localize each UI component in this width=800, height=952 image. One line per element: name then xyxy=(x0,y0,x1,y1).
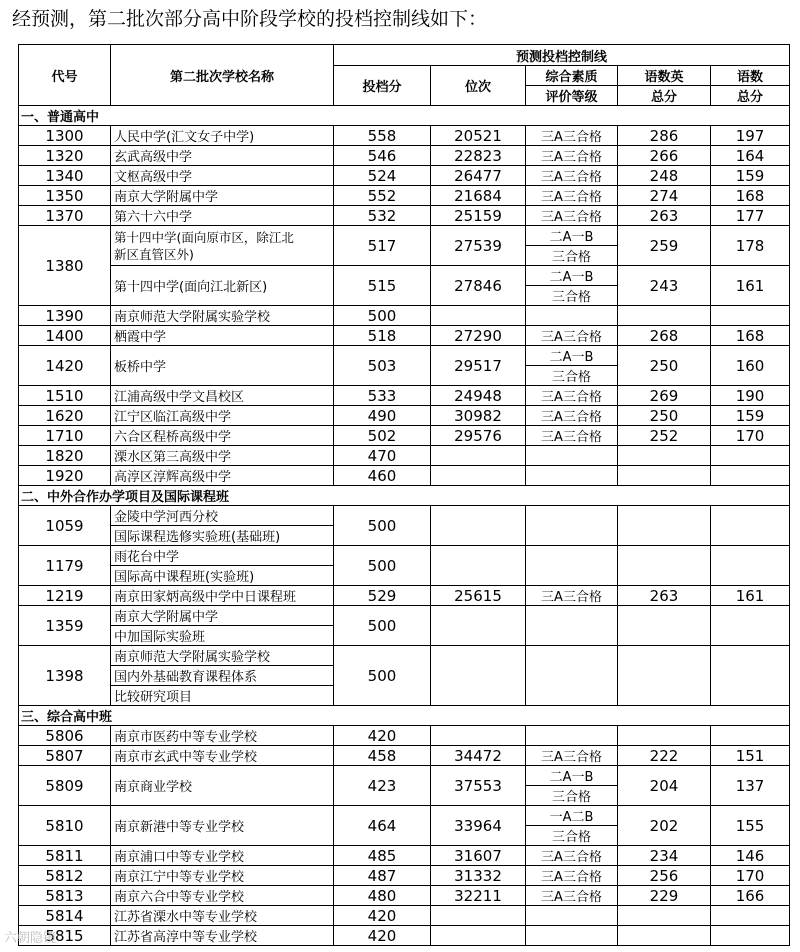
header-yse-2: 总分 xyxy=(618,86,711,106)
watermark-text: 六朝隐镜 xyxy=(4,931,57,946)
score: 500 xyxy=(334,606,431,646)
table-row xyxy=(19,146,790,166)
score: 470 xyxy=(334,446,431,466)
rank xyxy=(431,506,526,546)
yse-total: 250 xyxy=(618,406,711,426)
school-code: 1059 xyxy=(19,506,111,546)
rank: 24948 xyxy=(431,386,526,406)
yse-total: 250 xyxy=(618,346,711,386)
header-quality-1: 综合素质 xyxy=(526,66,618,86)
school-name: 江苏省高淳中等专业学校 xyxy=(111,926,334,946)
school-name-line: 比较研究项目 xyxy=(111,686,334,706)
ys-total: 159 xyxy=(711,166,790,186)
score: 502 xyxy=(334,426,431,446)
yse-total: 266 xyxy=(618,146,711,166)
rank: 33964 xyxy=(431,806,526,846)
school-code: 5810 xyxy=(19,806,111,846)
yse-total xyxy=(618,466,711,486)
school-code: 5812 xyxy=(19,866,111,886)
yse-total xyxy=(618,306,711,326)
school-name-line: 国际课程选修实验班(基础班) xyxy=(111,526,334,546)
ys-total: 137 xyxy=(711,766,790,806)
yse-total xyxy=(618,646,711,706)
score: 533 xyxy=(334,386,431,406)
school-code: 1710 xyxy=(19,426,111,446)
ys-total: 155 xyxy=(711,806,790,846)
table-row xyxy=(19,206,790,226)
table-row xyxy=(19,746,790,766)
school-name: 南京田家炳高级中学中日课程班 xyxy=(111,586,334,606)
score: 558 xyxy=(334,126,431,146)
table-row xyxy=(19,906,790,926)
header-score: 投档分 xyxy=(334,66,431,106)
yse-total: 263 xyxy=(618,206,711,226)
quality-level xyxy=(526,306,618,326)
school-name: 栖霞中学 xyxy=(111,326,334,346)
table-row xyxy=(19,126,790,146)
ys-total xyxy=(711,726,790,746)
school-name-line: 雨花台中学 xyxy=(111,546,334,566)
quality-level: 三A三合格 xyxy=(526,166,618,186)
school-code: 1350 xyxy=(19,186,111,206)
school-code: 1620 xyxy=(19,406,111,426)
school-name: 人民中学(汇文女子中学) xyxy=(111,126,334,146)
rank: 30982 xyxy=(431,406,526,426)
quality-level: 三A三合格 xyxy=(526,126,618,146)
ys-total: 170 xyxy=(711,426,790,446)
table-row xyxy=(19,886,790,906)
score: 460 xyxy=(334,466,431,486)
school-name-line: 南京大学附属中学 xyxy=(111,606,334,626)
yse-total xyxy=(618,546,711,586)
score: 500 xyxy=(334,646,431,706)
ys-total: 166 xyxy=(711,886,790,906)
header-quality-2: 评价等级 xyxy=(526,86,618,106)
score: 420 xyxy=(334,726,431,746)
yse-total xyxy=(618,926,711,946)
yse-total: 268 xyxy=(618,326,711,346)
quality-level: 三A三合格 xyxy=(526,746,618,766)
header-yse-1: 语数英 xyxy=(618,66,711,86)
school-name-line: 中加国际实验班 xyxy=(111,626,334,646)
school-name: 江苏省溧水中等专业学校 xyxy=(111,906,334,926)
school-name: 高淳区淳辉高级中学 xyxy=(111,466,334,486)
school-code: 5811 xyxy=(19,846,111,866)
table-row xyxy=(19,166,790,186)
score: 500 xyxy=(334,306,431,326)
school-code: 5815 xyxy=(19,926,111,946)
quality-level-line-1: 二A一B xyxy=(526,266,618,286)
table-row xyxy=(19,446,790,466)
school-name: 板桥中学 xyxy=(111,346,334,386)
school-code: 1400 xyxy=(19,326,111,346)
school-name-line: 第十四中学(面向原市区，除江北 xyxy=(114,229,294,245)
table-row xyxy=(19,326,790,346)
yse-total xyxy=(618,446,711,466)
ys-total: 168 xyxy=(711,326,790,346)
quality-level xyxy=(526,906,618,926)
school-code: 1320 xyxy=(19,146,111,166)
header-group: 预测投档控制线 xyxy=(334,45,790,66)
quality-level xyxy=(526,926,618,946)
rank: 27539 xyxy=(431,226,526,266)
header-name: 第二批次学校名称 xyxy=(111,45,334,106)
school-code: 5813 xyxy=(19,886,111,906)
table-row xyxy=(19,806,790,826)
rank: 31607 xyxy=(431,846,526,866)
rank: 32211 xyxy=(431,886,526,906)
table-row xyxy=(19,726,790,746)
ys-total: 178 xyxy=(711,226,790,266)
ys-total: 151 xyxy=(711,746,790,766)
quality-level-line-1: 二A一B xyxy=(526,346,618,366)
yse-total: 274 xyxy=(618,186,711,206)
rank xyxy=(431,546,526,586)
quality-level: 三A三合格 xyxy=(526,846,618,866)
school-name: 溧水区第三高级中学 xyxy=(111,446,334,466)
rank xyxy=(431,646,526,706)
ys-total: 164 xyxy=(711,146,790,166)
rank xyxy=(431,906,526,926)
school-code: 1340 xyxy=(19,166,111,186)
yse-total: 229 xyxy=(618,886,711,906)
ys-total xyxy=(711,546,790,586)
yse-total: 263 xyxy=(618,586,711,606)
rank xyxy=(431,466,526,486)
quality-level-line-1: 二A一B xyxy=(526,766,618,786)
ys-total: 161 xyxy=(711,586,790,606)
rank: 27846 xyxy=(431,266,526,306)
ys-total: 160 xyxy=(711,346,790,386)
yse-total: 259 xyxy=(618,226,711,266)
score: 515 xyxy=(334,266,431,306)
table-row xyxy=(19,546,790,566)
table-row xyxy=(19,846,790,866)
rank xyxy=(431,726,526,746)
school-code: 1179 xyxy=(19,546,111,586)
yse-total xyxy=(618,606,711,646)
rank: 25615 xyxy=(431,586,526,606)
ys-total: 159 xyxy=(711,406,790,426)
score: 480 xyxy=(334,886,431,906)
table-row xyxy=(19,266,790,286)
ys-total: 170 xyxy=(711,866,790,886)
yse-total: 202 xyxy=(618,806,711,846)
school-name: 南京大学附属中学 xyxy=(111,186,334,206)
score: 485 xyxy=(334,846,431,866)
ys-total: 161 xyxy=(711,266,790,306)
rank xyxy=(431,446,526,466)
ys-total xyxy=(711,446,790,466)
table-row xyxy=(19,406,790,426)
section-row xyxy=(19,706,790,726)
ys-total: 190 xyxy=(711,386,790,406)
quality-level xyxy=(526,446,618,466)
section-title: 一、普通高中 xyxy=(19,106,790,126)
rank: 34472 xyxy=(431,746,526,766)
score: 503 xyxy=(334,346,431,386)
school-name: 南京江宁中等专业学校 xyxy=(111,866,334,886)
section-title: 三、综合高中班 xyxy=(19,706,790,726)
score: 529 xyxy=(334,586,431,606)
yse-total: 243 xyxy=(618,266,711,306)
score: 420 xyxy=(334,906,431,926)
yse-total: 286 xyxy=(618,126,711,146)
yse-total xyxy=(618,506,711,546)
yse-total xyxy=(618,906,711,926)
rank: 22823 xyxy=(431,146,526,166)
ys-total xyxy=(711,306,790,326)
quality-level: 三A三合格 xyxy=(526,186,618,206)
table-row xyxy=(19,386,790,406)
quality-level: 三A三合格 xyxy=(526,586,618,606)
section-row xyxy=(19,106,790,126)
school-code: 1510 xyxy=(19,386,111,406)
score: 518 xyxy=(334,326,431,346)
quality-level-line-2: 三合格 xyxy=(526,786,618,806)
quality-level-line-2: 三合格 xyxy=(526,826,618,846)
table-row xyxy=(19,346,790,366)
yse-total: 204 xyxy=(618,766,711,806)
rank: 27290 xyxy=(431,326,526,346)
rank xyxy=(431,926,526,946)
school-code: 1390 xyxy=(19,306,111,326)
quality-level: 三A三合格 xyxy=(526,886,618,906)
school-code: 1219 xyxy=(19,586,111,606)
score: 500 xyxy=(334,506,431,546)
ys-total xyxy=(711,646,790,706)
table-row xyxy=(19,766,790,786)
rank: 31332 xyxy=(431,866,526,886)
score: 532 xyxy=(334,206,431,226)
header-ys-1: 语数 xyxy=(711,66,790,86)
school-name: 江浦高级中学文昌校区 xyxy=(111,386,334,406)
school-code: 1920 xyxy=(19,466,111,486)
score-table xyxy=(18,44,790,946)
rank: 26477 xyxy=(431,166,526,186)
yse-total: 269 xyxy=(618,386,711,406)
quality-level-line-1: 一A二B xyxy=(526,806,618,826)
rank: 25159 xyxy=(431,206,526,226)
rank: 21684 xyxy=(431,186,526,206)
score: 420 xyxy=(334,926,431,946)
school-code: 1398 xyxy=(19,646,111,706)
quality-level-line-2: 三合格 xyxy=(526,366,618,386)
school-name-line: 新区直管区外) xyxy=(114,246,194,262)
table-row xyxy=(19,926,790,946)
header-code: 代号 xyxy=(19,45,111,106)
score: 423 xyxy=(334,766,431,806)
school-name: 南京商业学校 xyxy=(111,766,334,806)
school-name: 第十四中学(面向江北新区) xyxy=(111,266,334,306)
yse-total: 234 xyxy=(618,846,711,866)
yse-total: 252 xyxy=(618,426,711,446)
table-row xyxy=(19,426,790,446)
header-rank: 位次 xyxy=(431,66,526,106)
ys-total: 177 xyxy=(711,206,790,226)
rank: 37553 xyxy=(431,766,526,806)
school-code: 1420 xyxy=(19,346,111,386)
ys-total xyxy=(711,906,790,926)
quality-level: 三A三合格 xyxy=(526,386,618,406)
school-name: 南京浦口中等专业学校 xyxy=(111,846,334,866)
school-name: 六合区程桥高级中学 xyxy=(111,426,334,446)
school-name: 南京六合中等专业学校 xyxy=(111,886,334,906)
school-code: 5807 xyxy=(19,746,111,766)
table-row xyxy=(19,606,790,626)
school-name-line: 金陵中学河西分校 xyxy=(111,506,334,526)
rank xyxy=(431,306,526,326)
school-name-line: 国内外基础教育课程体系 xyxy=(111,666,334,686)
quality-level xyxy=(526,466,618,486)
score: 500 xyxy=(334,546,431,586)
rank: 20521 xyxy=(431,126,526,146)
ys-total xyxy=(711,506,790,546)
score: 458 xyxy=(334,746,431,766)
table-row xyxy=(19,186,790,206)
school-code: 1380 xyxy=(19,226,111,306)
quality-level xyxy=(526,646,618,706)
rank: 29517 xyxy=(431,346,526,386)
table-row xyxy=(19,226,790,246)
school-name: 南京市医药中等专业学校 xyxy=(111,726,334,746)
school-name: 南京新港中等专业学校 xyxy=(111,806,334,846)
school-code: 1359 xyxy=(19,606,111,646)
quality-level xyxy=(526,506,618,546)
header-ys-2: 总分 xyxy=(711,86,790,106)
table-row xyxy=(19,306,790,326)
rank: 29576 xyxy=(431,426,526,446)
score: 490 xyxy=(334,406,431,426)
quality-level xyxy=(526,606,618,646)
yse-total: 248 xyxy=(618,166,711,186)
school-name-line: 国际高中课程班(实验班) xyxy=(111,566,334,586)
section-title: 二、中外合作办学项目及国际课程班 xyxy=(19,486,790,506)
table-body xyxy=(19,106,790,946)
quality-level-line-2: 三合格 xyxy=(526,286,618,306)
school-name-line: 南京师范大学附属实验学校 xyxy=(111,646,334,666)
rank xyxy=(431,606,526,646)
school-code: 1820 xyxy=(19,446,111,466)
quality-level: 三A三合格 xyxy=(526,866,618,886)
score: 524 xyxy=(334,166,431,186)
table-row xyxy=(19,586,790,606)
school-name: 南京师范大学附属实验学校 xyxy=(111,306,334,326)
school-name xyxy=(111,226,334,266)
intro-text: 经预测，第二批次部分高中阶段学校的投档控制线如下： xyxy=(12,8,488,30)
quality-level: 三A三合格 xyxy=(526,326,618,346)
quality-level xyxy=(526,726,618,746)
school-code: 1370 xyxy=(19,206,111,226)
score: 546 xyxy=(334,146,431,166)
quality-level-line-1: 二A一B xyxy=(526,226,618,246)
ys-total xyxy=(711,926,790,946)
score: 487 xyxy=(334,866,431,886)
school-code: 5814 xyxy=(19,906,111,926)
score: 464 xyxy=(334,806,431,846)
quality-level-line-2: 三合格 xyxy=(526,246,618,266)
table-row xyxy=(19,866,790,886)
table-row xyxy=(19,646,790,666)
section-row xyxy=(19,486,790,506)
quality-level: 三A三合格 xyxy=(526,206,618,226)
yse-total xyxy=(618,726,711,746)
quality-level: 三A三合格 xyxy=(526,406,618,426)
school-code: 1300 xyxy=(19,126,111,146)
yse-total: 222 xyxy=(618,746,711,766)
quality-level: 三A三合格 xyxy=(526,146,618,166)
quality-level xyxy=(526,546,618,586)
table-row xyxy=(19,506,790,526)
school-name: 江宁区临江高级中学 xyxy=(111,406,334,426)
school-code: 5809 xyxy=(19,766,111,806)
ys-total xyxy=(711,466,790,486)
ys-total xyxy=(711,606,790,646)
ys-total: 146 xyxy=(711,846,790,866)
school-code: 5806 xyxy=(19,726,111,746)
score: 517 xyxy=(334,226,431,266)
ys-total: 168 xyxy=(711,186,790,206)
school-name: 玄武高级中学 xyxy=(111,146,334,166)
school-name: 第六十六中学 xyxy=(111,206,334,226)
yse-total: 256 xyxy=(618,866,711,886)
quality-level: 三A三合格 xyxy=(526,426,618,446)
score: 552 xyxy=(334,186,431,206)
school-name: 文枢高级中学 xyxy=(111,166,334,186)
school-name: 南京市玄武中等专业学校 xyxy=(111,746,334,766)
ys-total: 197 xyxy=(711,126,790,146)
table-row xyxy=(19,466,790,486)
